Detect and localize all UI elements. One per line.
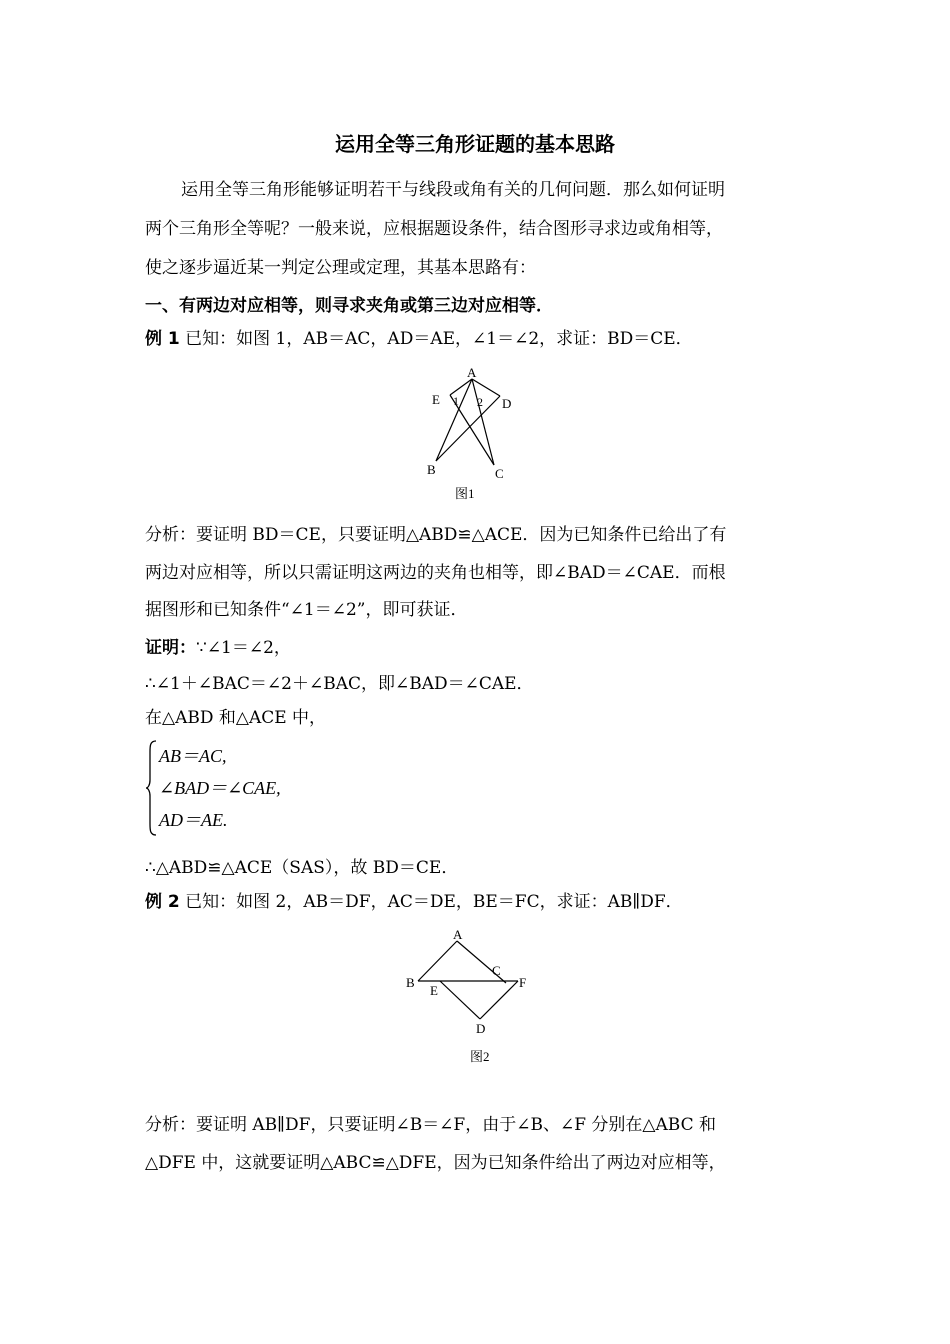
system-line-1: AB＝AC, <box>159 746 227 766</box>
example-1-analysis-1: 分析：要证明 BD＝CE，只要证明△ABD≌△ACE．因为已知条件已给出了有 <box>145 525 727 545</box>
fig2-label-b: B <box>406 975 415 990</box>
proof-line-1 <box>145 630 805 666</box>
figure-1 <box>420 365 530 507</box>
example-1-analysis-2: 两边对应相等，所以只需证明这两边的夹角也相等，即∠BAD＝∠CAE．而根 <box>145 563 726 583</box>
proof-first-text: ∵∠1＝∠2， <box>196 638 291 658</box>
proof-label: 证明： <box>145 638 196 658</box>
example-2-label: 例 2 <box>145 892 180 912</box>
system-line-2: ∠BAD＝∠CAE, <box>159 778 281 798</box>
figure-1-caption: 图1 <box>455 486 475 501</box>
proof-line-2: ∴∠1＋∠BAC＝∠2＋∠BAC，即∠BAD＝∠CAE． <box>145 674 534 694</box>
example-2-text: 已知：如图 2，AB＝DF，AC＝DE，BE＝FC，求证：AB∥DF． <box>179 892 683 912</box>
segment-fd <box>480 981 518 1019</box>
fig1-label-a: A <box>467 365 477 380</box>
example-1-statement <box>145 321 805 357</box>
fig1-label-d: D <box>502 396 512 411</box>
segment-ab <box>418 941 457 981</box>
figure-2-caption: 图2 <box>470 1049 490 1064</box>
fig1-angle-1: 1 <box>453 394 459 408</box>
fig2-label-e: E <box>430 983 438 998</box>
example-2-statement <box>145 884 805 920</box>
fig2-label-f: F <box>519 975 527 990</box>
system-line-3: AD＝AE. <box>159 810 228 830</box>
fig1-label-e: E <box>432 392 440 407</box>
fig1-label-c: C <box>495 466 504 481</box>
proof-conclusion: ∴△ABD≌△ACE（SAS），故 BD＝CE． <box>145 858 459 878</box>
example-1-text: 已知：如图 1，AB＝AC，AD＝AE，∠1＝∠2，求证：BD＝CE． <box>179 329 693 349</box>
example-2-analysis-1: 分析：要证明 AB∥DF，只要证明∠B＝∠F，由于∠B、∠F 分别在△ABC 和 <box>145 1115 716 1135</box>
fig2-label-c: C <box>492 963 501 978</box>
equation-system <box>145 738 315 838</box>
fig1-angle-2: 2 <box>477 395 483 409</box>
example-1-label: 例 1 <box>145 329 180 349</box>
fig2-label-a: A <box>453 927 463 942</box>
intro-line-2: 两个三角形全等呢？一般来说，应根据题设条件，结合图形寻求边或角相等， <box>145 219 723 239</box>
segment-ab <box>436 379 472 461</box>
left-brace <box>145 738 159 838</box>
fig2-label-d: D <box>476 1021 486 1036</box>
segment-ac <box>472 379 494 465</box>
proof-line-3: 在△ABD 和△ACE 中， <box>145 708 327 728</box>
section-heading-1: 一、有两边对应相等，则寻求夹角或第三边对应相等． <box>145 296 553 316</box>
segment-ed <box>440 981 480 1019</box>
page-title: 运用全等三角形证题的基本思路 <box>335 132 615 156</box>
example-1-analysis-3: 据图形和已知条件“∠1＝∠2”，即可获证． <box>145 600 468 620</box>
fig1-label-b: B <box>427 462 436 477</box>
intro-line-1: 运用全等三角形能够证明若干与线段或角有关的几何问题．那么如何证明 <box>181 180 725 200</box>
intro-line-3: 使之逐步逼近某一判定公理或定理，其基本思路有： <box>145 258 536 278</box>
example-2-analysis-2: △DFE 中，这就要证明△ABC≌△DFE，因为已知条件给出了两边对应相等， <box>145 1153 726 1173</box>
figure-2 <box>400 925 535 1070</box>
